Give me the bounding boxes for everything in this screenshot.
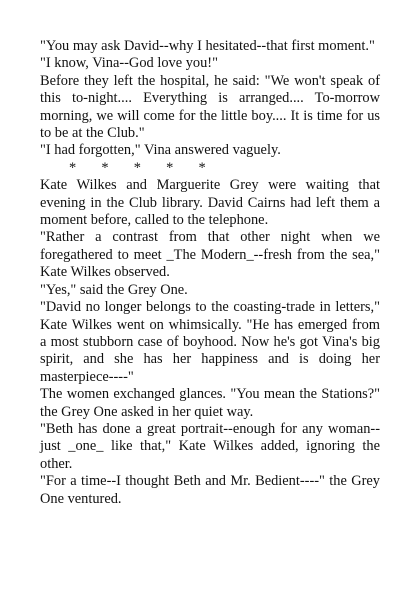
page-body [40,38,380,508]
paragraph: "For a time--I thought Beth and Mr. Bedient----" the Grey One ventured. [40,473,380,507]
paragraph: Before they left the hospital, he said: "We won't speak of this to-night.... Everything is arranged.... To-morrow morning, we will come for the little boy.... It is time for us to be at the Club." [40,72,380,142]
paragraph: "Beth has done a great portrait--enough for any woman--just _one_ like that," Kate Wilkes added, ignoring the other. [40,420,380,472]
paragraph: Kate Wilkes and Marguerite Grey were waiting that evening in the Club library. David Cairns had left them a moment before, called to the telephone. [40,177,380,229]
paragraph: "Rather a contrast from that other night when we foregathered to meet _The Modern_--fresh from the sea," Kate Wilkes observed. [40,229,380,281]
paragraph: "David no longer belongs to the coasting-trade in letters," Kate Wilkes went on whimsically. "He has emerged from a most stubborn case of boyhood. Now he's got Vina's big spirit, and she has her happiness and is doing her masterpiece----" [40,299,380,385]
paragraph: "I had forgotten," Vina answered vaguely. [40,142,281,159]
paragraph: "I know, Vina--God love you!" [40,55,218,72]
paragraph: "Yes," said the Grey One. [40,281,188,298]
section-separator: * * * * * [69,159,206,176]
paragraph: The women exchanged glances. "You mean the Stations?" the Grey One asked in her quiet way. [40,386,380,420]
paragraph: "You may ask David--why I hesitated--that first moment." [40,38,375,54]
